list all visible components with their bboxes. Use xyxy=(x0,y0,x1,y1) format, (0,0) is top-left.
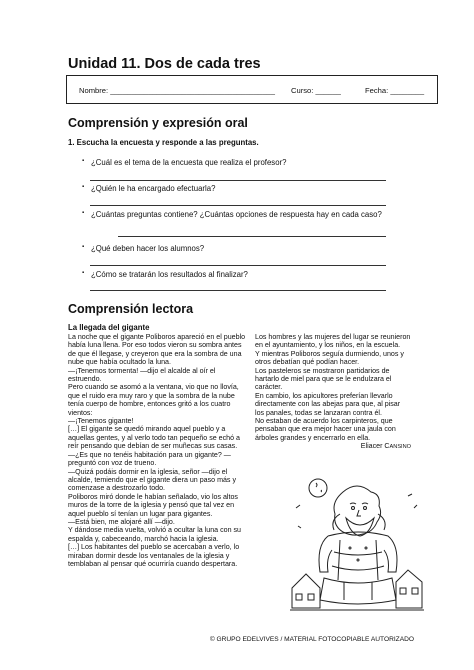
reading-paragraph: Y dándose media vuelta, volvió a ocultar la luna con su espalda y, cabeceando, marchó hacia la iglesia. xyxy=(68,526,241,543)
answer-line[interactable] xyxy=(118,236,386,237)
reading-paragraph: —¡Tenemos gigante! xyxy=(68,417,134,426)
question-text: ¿Cuál es el tema de la encuesta que realiza el profesor? xyxy=(91,158,287,167)
reading-paragraph: —Está bien, me alojaré allí —dijo. xyxy=(68,517,175,526)
reading-paragraph: Los hombres y las mujeres del lugar se reunieron en el ayuntamiento, y los niños, en la escuela. xyxy=(255,333,411,350)
author-credit: Eliacer CANSINO xyxy=(360,442,411,451)
reading-title: La llegada del gigante xyxy=(68,323,150,332)
reading-paragraph: No estaban de acuerdo los carpinteros, que pensaban que era mejor hacer una jaula con árboles grandes y encerrarlo en ella. xyxy=(255,417,396,442)
question-text: ¿Qué deben hacer los alumnos? xyxy=(91,244,205,253)
question-text: ¿Cuántas preguntas contiene? ¿Cuántas opciones de respuesta hay en cada caso? xyxy=(91,210,382,219)
reading-paragraph: Los pasteleros se mostraron partidarios de hartarlo de miel para que se le endulzara el carácter. xyxy=(255,366,392,392)
bullet-icon: ▪ xyxy=(82,244,85,250)
oral-instruction: 1. Escucha la encuesta y responde a las preguntas. xyxy=(68,138,259,147)
bullet-icon: ▪ xyxy=(82,270,85,276)
giant-illustration xyxy=(288,478,426,612)
section-title-reading: Comprensión lectora xyxy=(68,302,194,316)
answer-line[interactable] xyxy=(90,205,386,206)
fecha-field[interactable]: Fecha: ________ xyxy=(365,86,425,95)
nombre-field[interactable]: Nombre: _______________________________________ xyxy=(79,86,275,95)
reading-column-left xyxy=(68,333,248,568)
bullet-icon: ▪ xyxy=(82,184,85,190)
reading-paragraph: Y mientras Poliboros seguía durmiendo, unos y otros debatían qué podían hacer. xyxy=(255,349,404,367)
unit-title: Unidad 11. Dos de cada tres xyxy=(68,56,261,72)
bullet-icon: ▪ xyxy=(82,158,85,164)
answer-line[interactable] xyxy=(90,265,386,266)
reading-paragraph: —Quizá podáis dormir en la iglesia, señor —dijo el alcalde, temiendo que el gigante diera un paso más y comenzase a destrozarlo todo. xyxy=(68,467,236,493)
reading-paragraph: Poliboros miró donde le habían señalado, vio los altos muros de la torre de la iglesia y pensó que tal vez en aquel pueblo sí tenían un lugar para gigantes. xyxy=(68,492,238,518)
answer-line[interactable] xyxy=(90,290,386,291)
reading-paragraph: —¿Es que no tenéis habitación para un gigante? —preguntó con voz de trueno. xyxy=(68,450,231,468)
reading-paragraph: La noche que el gigante Poliboros apareció en el pueblo había luna llena. Por eso todos vieron su sombra antes de que él llegase, y creyeron que era la sombra de una nube que había ocultado la luna. xyxy=(68,333,246,367)
question-text: ¿Cómo se tratarán los resultados al finalizar? xyxy=(91,270,248,279)
curso-field[interactable]: Curso: ______ xyxy=(291,86,341,95)
reading-column-right xyxy=(255,333,411,452)
question-text: ¿Quién le ha encargado efectuarla? xyxy=(91,184,216,193)
section-title-oral: Comprensión y expresión oral xyxy=(68,116,248,130)
reading-paragraph: […] El gigante se quedó mirando aquel pueblo y a aquellas gentes, y al verlo todo tan pequeño se echó a reír pensando que debían de ser muñecas sus casas. xyxy=(68,425,240,451)
answer-line[interactable] xyxy=(90,180,386,181)
student-info-box xyxy=(66,75,438,104)
footer-copyright: © GRUPO EDELVIVES / MATERIAL FOTOCOPIABLE AUTORIZADO xyxy=(209,636,414,643)
reading-paragraph: […] Los habitantes del pueblo se acercaban a verlo, lo miraban dormir desde los ventanales de la iglesia y temblaban al pensar qué ocurriría cuando despertara. xyxy=(68,543,240,568)
reading-paragraph: En cambio, los apicultores preferían llevarlo directamente con las abejas para que, al pisar los panales, todas se lanzaran contra él. xyxy=(255,391,401,417)
bullet-icon: ▪ xyxy=(82,210,85,216)
reading-paragraph: —¡Tenemos tormenta! —dijo el alcalde al oír el estruendo. xyxy=(68,366,216,384)
reading-paragraph: Pero cuando se asomó a la ventana, vio que no llovía, que el ruido era muy raro y que la sombra de la nube tenía cuerpo de hombre, entonces gritó a los cuatro vientos: xyxy=(68,383,239,417)
